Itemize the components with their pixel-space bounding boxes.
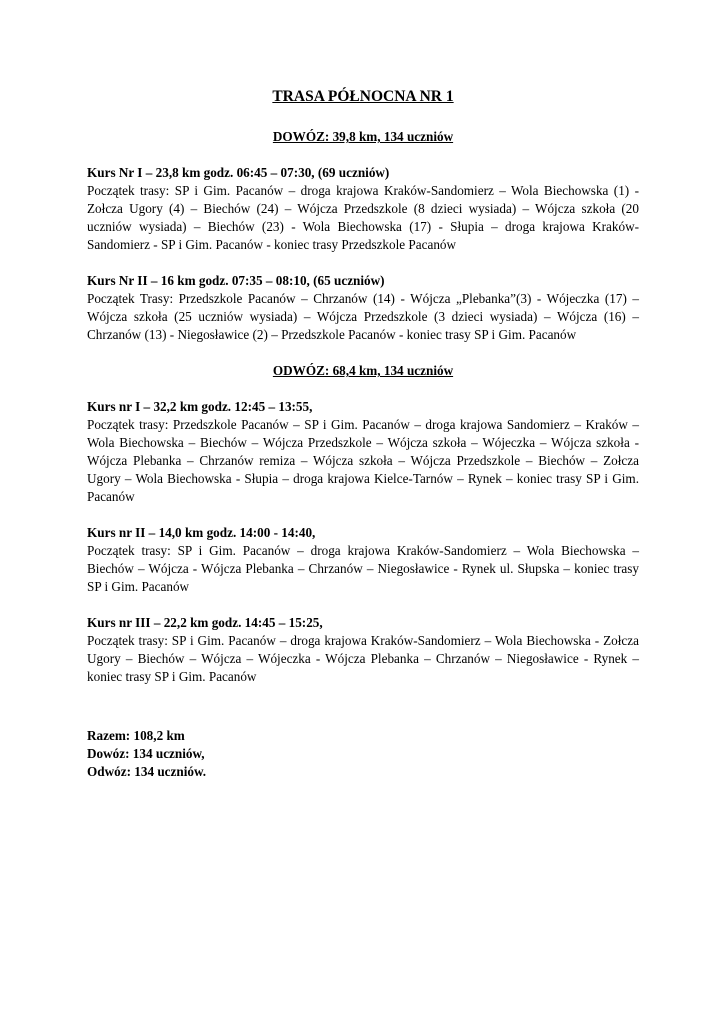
delivery-heading: DOWÓZ: 39,8 km, 134 uczniów: [272, 129, 454, 144]
route-description: Początek Trasy: Przedszkole Pacanów – Chrzanów (14) - Wójcza „Plebanka”(3) - Wójeczka (17) – Wójcza szkoła (25 uczniów wysiada) – Wójcza Przedszkole (3 dzieci wysiada) – Wójcza (16) – Chrzanów (13) - Niegosławice (2) – Przedszkole Pacanów - koniec trasy SP i Gim. Pacanów: [87, 291, 639, 342]
document-content: [87, 88, 639, 781]
route-description: Początek trasy: SP i Gim. Pacanów – droga krajowa Kraków-Sandomierz – Wola Biechowska - Zołcza Ugory – Biechów – Wójcza – Wójeczka - Wójcza Plebanka – Chrzanów – Niegosławice - Rynek – koniec trasy SP i Gim. Pacanów: [87, 633, 639, 684]
route-description: Początek trasy: SP i Gim. Pacanów – droga krajowa Kraków-Sandomierz – Wola Biechowska – Biechów – Wójcza - Wójcza Plebanka – Chrzanów – Niegosławice - Rynek ul. Słupska – koniec trasy SP i Gim. Pacanów: [87, 543, 639, 594]
return-route-3: [87, 614, 639, 686]
return-route-2: [87, 524, 639, 596]
return-heading: ODWÓZ: 68,4 km, 134 uczniów: [272, 363, 454, 378]
route-heading: Kurs Nr I – 23,8 km godz. 06:45 – 07:30, (69 uczniów): [87, 165, 390, 180]
route-description: Początek trasy: Przedszkole Pacanów – SP i Gim. Pacanów – droga krajowa Sandomierz – Kraków – Wola Biechowska – Biechów – Wójcza Przedszkole – Wójcza szkoła – Wójeczka – Wójcza szkoła - Wójcza Plebanka – Chrzanów remiza – Wójcza szkoła – Wójcza Przedszkole – Biechów – Zołcza Ugory – Wola Biechowska - Słupia – droga krajowa Kielce-Tarnów – Rynek – koniec trasy SP i Gim. Pacanów: [87, 417, 639, 504]
route-heading: Kurs nr II – 14,0 km godz. 14:00 - 14:40,: [87, 525, 316, 540]
summary-total: Razem: 108,2 km: [87, 728, 185, 743]
summary-return-count: Odwóz: 134 uczniów.: [87, 764, 207, 779]
route-heading: Kurs nr III – 22,2 km godz. 14:45 – 15:25,: [87, 615, 323, 630]
route-heading: Kurs Nr II – 16 km godz. 07:35 – 08:10, (65 uczniów): [87, 273, 385, 288]
return-route-1: [87, 398, 639, 506]
route-heading: Kurs nr I – 32,2 km godz. 12:45 – 13:55,: [87, 399, 313, 414]
delivery-route-2: [87, 272, 639, 344]
delivery-route-1: [87, 164, 639, 254]
summary-delivery-count: Dowóz: 134 uczniów,: [87, 746, 205, 761]
summary-block: [87, 727, 639, 781]
document-title: TRASA PÓŁNOCNA NR 1: [272, 88, 454, 105]
route-description: Początek trasy: SP i Gim. Pacanów – droga krajowa Kraków-Sandomierz – Wola Biechowska (1) - Zołcza Ugory (4) – Biechów (24) – Wójcza Przedszkole (8 dzieci wysiada) – Wójcza szkoła (20 uczniów wysiada) – Biechów (23) - Wola Biechowska (17) - Słupia – droga krajowa Kraków-Sandomierz - SP i Gim. Pacanów - koniec trasy Przedszkole Pacanów: [87, 183, 639, 252]
